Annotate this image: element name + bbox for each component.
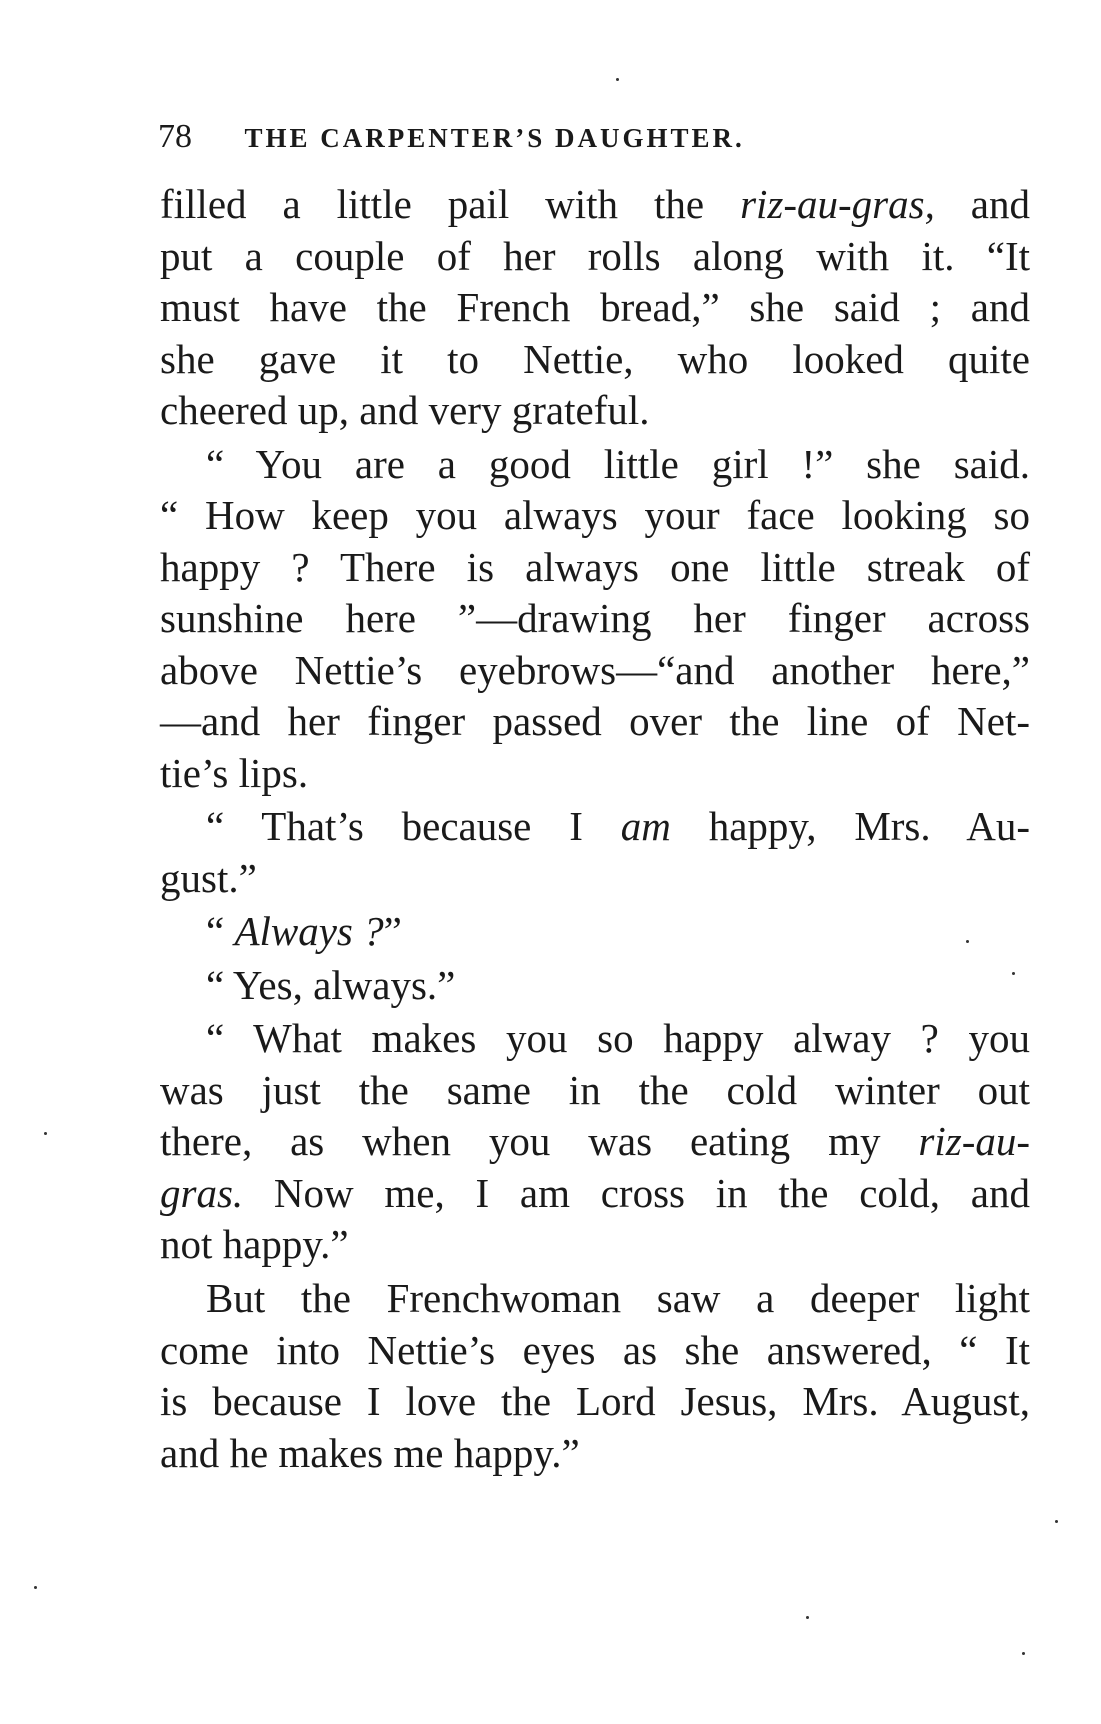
text-line: filled a little pail with the riz-au-gras, and (160, 181, 1030, 227)
text-line: tie’s lips. (160, 750, 309, 796)
text-line: But the Frenchwoman saw a deeper light (206, 1275, 1030, 1321)
text-line: above Nettie’s eyebrows—“and another here,” (160, 647, 1030, 693)
scan-speck (1012, 972, 1015, 975)
scan-speck (1055, 1520, 1058, 1523)
text-line: she gave it to Nettie, who looked quite (160, 336, 1030, 382)
text-line: is because I love the Lord Jesus, Mrs. August, (160, 1378, 1030, 1424)
text-line: “ Always ?” (206, 908, 402, 954)
running-header (158, 112, 918, 162)
text-line: —and her finger passed over the line of Net- (160, 698, 1030, 744)
scan-speck (34, 1586, 37, 1589)
text-line: there, as when you was eating my riz-au- (160, 1118, 1030, 1164)
scan-speck (966, 940, 969, 943)
text-line: must have the French bread,” she said ; and (160, 284, 1030, 330)
text-line: put a couple of her rolls along with it. “It (160, 233, 1030, 279)
text-line: and he makes me happy.” (160, 1430, 580, 1476)
text-line: happy ? There is always one little streak of (160, 544, 1030, 590)
page-number: 78 (158, 118, 192, 155)
text-line: come into Nettie’s eyes as she answered, “ It (160, 1327, 1030, 1373)
text-line: not happy.” (160, 1221, 349, 1267)
text-line: sunshine here ”—drawing her finger across (160, 595, 1030, 641)
running-title: THE CARPENTER’S DAUGHTER. (244, 123, 745, 153)
scan-speck (1022, 1652, 1025, 1655)
text-line: “ Yes, always.” (206, 962, 456, 1008)
scan-speck (44, 1132, 47, 1135)
text-line: “ What makes you so happy alway ? you (206, 1015, 1030, 1061)
text-line: was just the same in the cold winter out (160, 1067, 1030, 1113)
text-line: gust.” (160, 855, 257, 901)
scan-speck (616, 78, 619, 81)
text-line: cheered up, and very grateful. (160, 387, 650, 433)
text-line: “ You are a good little girl !” she said. (206, 441, 1030, 487)
scan-speck (806, 1616, 809, 1619)
text-line: gras. Now me, I am cross in the cold, and (160, 1170, 1030, 1216)
text-line: “ That’s because I am happy, Mrs. Au- (206, 803, 1030, 849)
text-line: “ How keep you always your face looking so (160, 492, 1030, 538)
